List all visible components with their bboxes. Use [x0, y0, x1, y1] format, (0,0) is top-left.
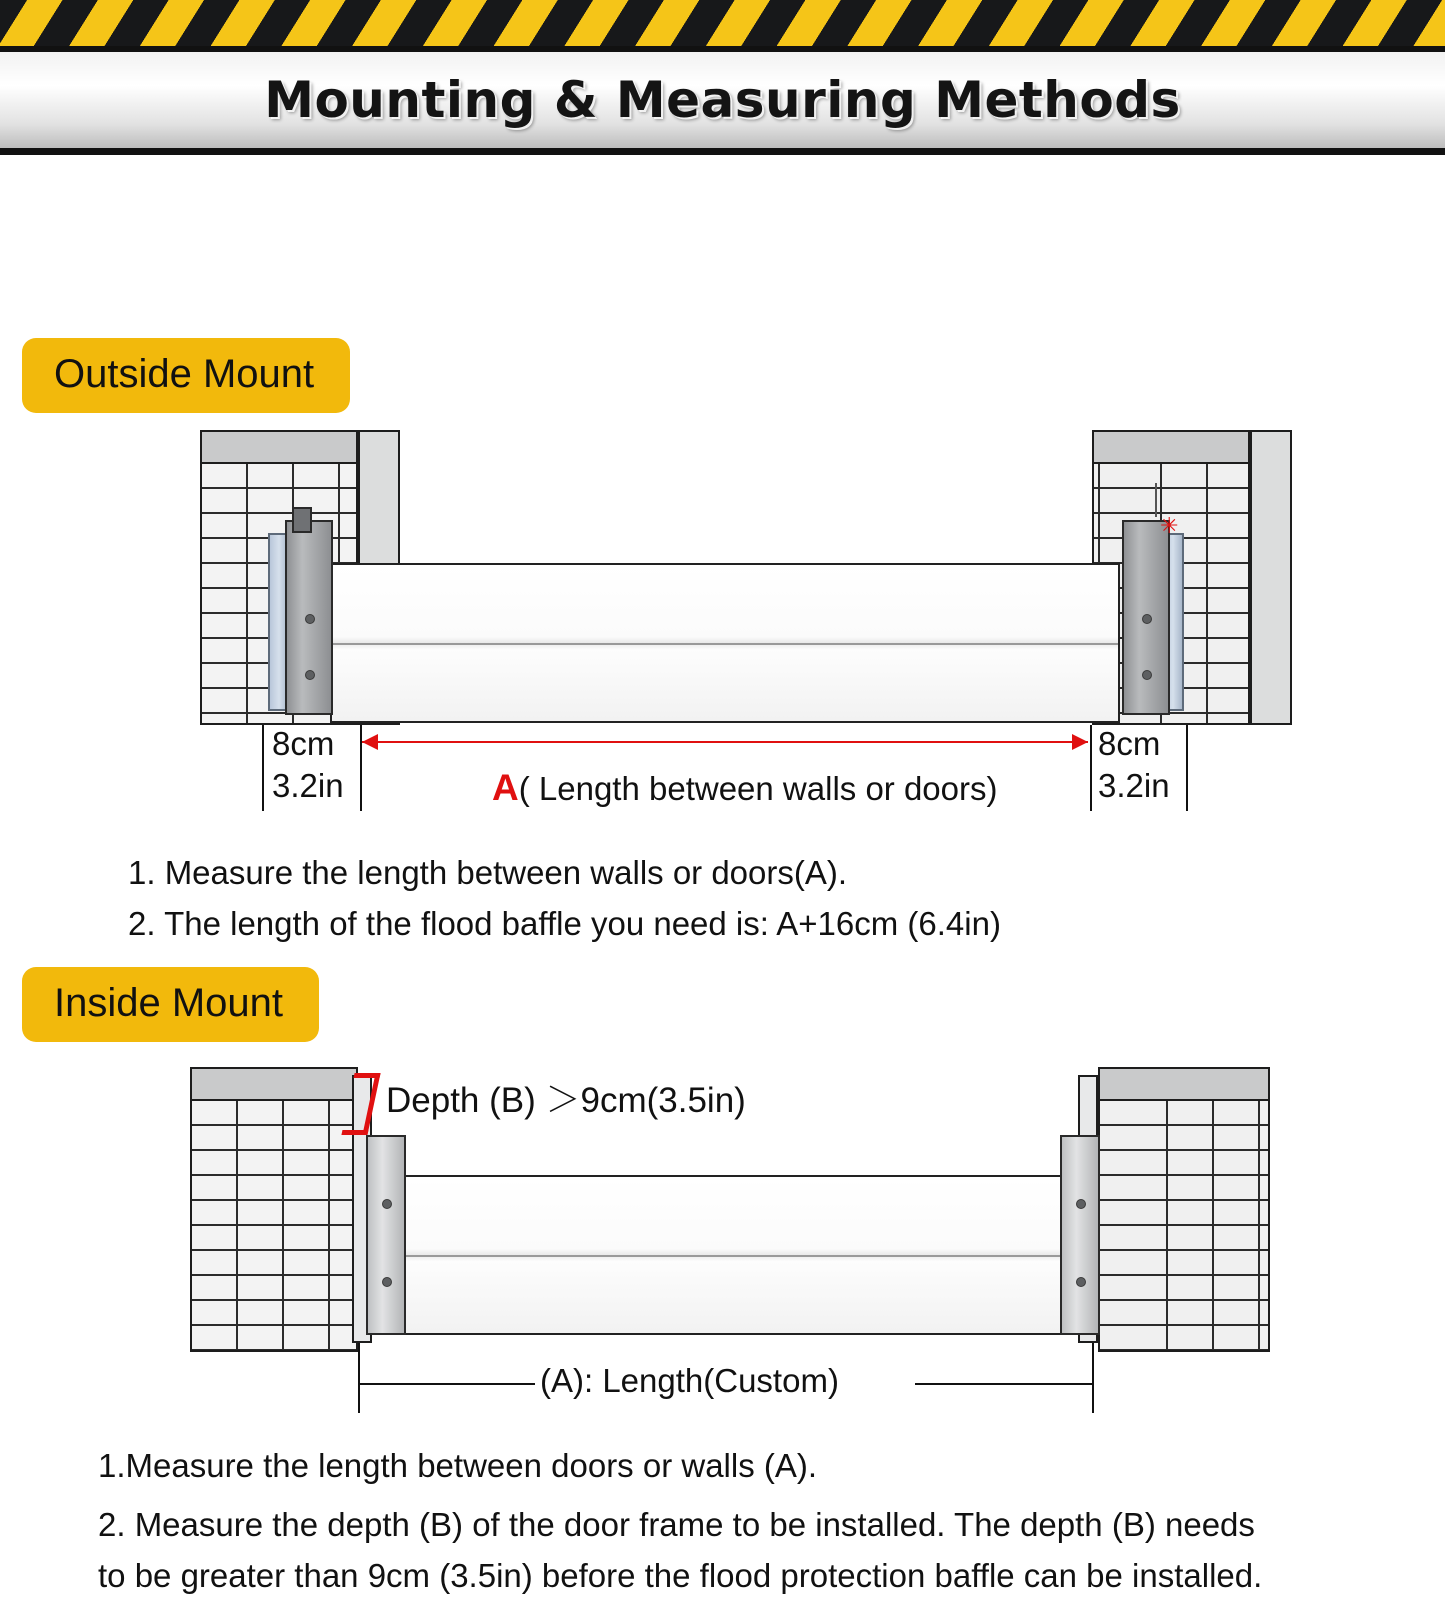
hazard-stripe-decoration — [0, 0, 1445, 55]
outside-mount-badge — [22, 338, 350, 413]
right-dimension-tick — [1186, 725, 1188, 811]
inside-dimension-line-left — [360, 1383, 535, 1385]
depth-requirement-note: Depth (B) ＞9cm(3.5in) — [386, 1081, 746, 1120]
inside-right-wall-pillar — [1098, 1067, 1270, 1352]
inside-mount-badge — [22, 967, 319, 1042]
dimension-caption-text: ( Length between walls or doors) — [518, 770, 998, 807]
bracket-screw — [1076, 1199, 1086, 1209]
pillar-side-face — [1250, 430, 1292, 725]
right-bracket-guide-line — [1155, 483, 1171, 517]
page-title: Mounting & Measuring Methods — [264, 71, 1181, 129]
inside-step-1: 1.Measure the length between doors or walls (A). — [98, 1447, 818, 1484]
right-measure-in: 3.2in — [1098, 767, 1170, 804]
baffle-seam — [394, 1255, 1060, 1257]
baffle-seam — [332, 643, 1118, 645]
flood-baffle-board — [330, 563, 1120, 723]
bracket-screw — [305, 670, 315, 680]
bracket-screw — [1142, 614, 1152, 624]
pillar-cap — [200, 430, 358, 464]
left-measure-cm: 8cm — [272, 725, 335, 762]
inside-right-dimension-tick — [1092, 1343, 1094, 1413]
outside-mount-steps — [128, 847, 1001, 949]
left-bracket-top-cap — [292, 507, 312, 533]
outside-dimension-caption — [492, 767, 998, 809]
pillar-cap — [1098, 1067, 1270, 1101]
inside-mount-steps — [98, 1440, 1262, 1601]
right-mount-bracket — [1122, 520, 1170, 715]
inside-step-2-line1: 2. Measure the depth (B) of the door frame to be installed. The depth (B) needs — [98, 1506, 1255, 1544]
pillar-brick-face — [190, 1099, 358, 1352]
outside-step-2: 2. The length of the flood baffle you need is: A+16cm (6.4in) — [128, 905, 1001, 943]
inside-right-mount-bracket — [1060, 1135, 1100, 1335]
inside-flood-baffle-board — [392, 1175, 1062, 1335]
inside-left-wall-pillar — [190, 1067, 358, 1352]
left-measure-in: 3.2in — [272, 767, 344, 804]
bracket-screw — [382, 1199, 392, 1209]
bracket-screw — [1142, 670, 1152, 680]
inside-step-2-line2: to be greater than 9cm (3.5in) before the flood protection baffle can be installed. — [98, 1557, 1263, 1595]
inside-left-mount-bracket — [366, 1135, 406, 1335]
outside-step-1: 1. Measure the length between walls or doors(A). — [128, 854, 848, 891]
inside-dimension-line-right — [915, 1383, 1093, 1385]
left-dimension-tick — [262, 725, 264, 811]
pillar-cap — [190, 1067, 358, 1101]
right-inner-tick — [1090, 725, 1092, 811]
bracket-screw — [305, 614, 315, 624]
right-measure-cm: 8cm — [1098, 725, 1161, 762]
right-bracket-marker-icon: ✳ — [1160, 513, 1179, 538]
title-band — [0, 52, 1445, 155]
pillar-cap — [1092, 430, 1250, 464]
inside-dimension-caption: (A): Length(Custom) — [540, 1362, 839, 1399]
bracket-screw — [382, 1277, 392, 1287]
dimension-symbol-a: A — [492, 767, 519, 808]
inside-mount-badge-label: Inside Mount — [22, 967, 319, 1042]
length-dimension-arrow — [362, 741, 1088, 743]
outside-mount-badge-label: Outside Mount — [22, 338, 350, 413]
left-mount-bracket — [285, 520, 333, 715]
bracket-screw — [1076, 1277, 1086, 1287]
inside-left-dimension-tick — [358, 1343, 360, 1413]
pillar-brick-face — [1098, 1099, 1270, 1352]
page-header — [0, 0, 1445, 155]
